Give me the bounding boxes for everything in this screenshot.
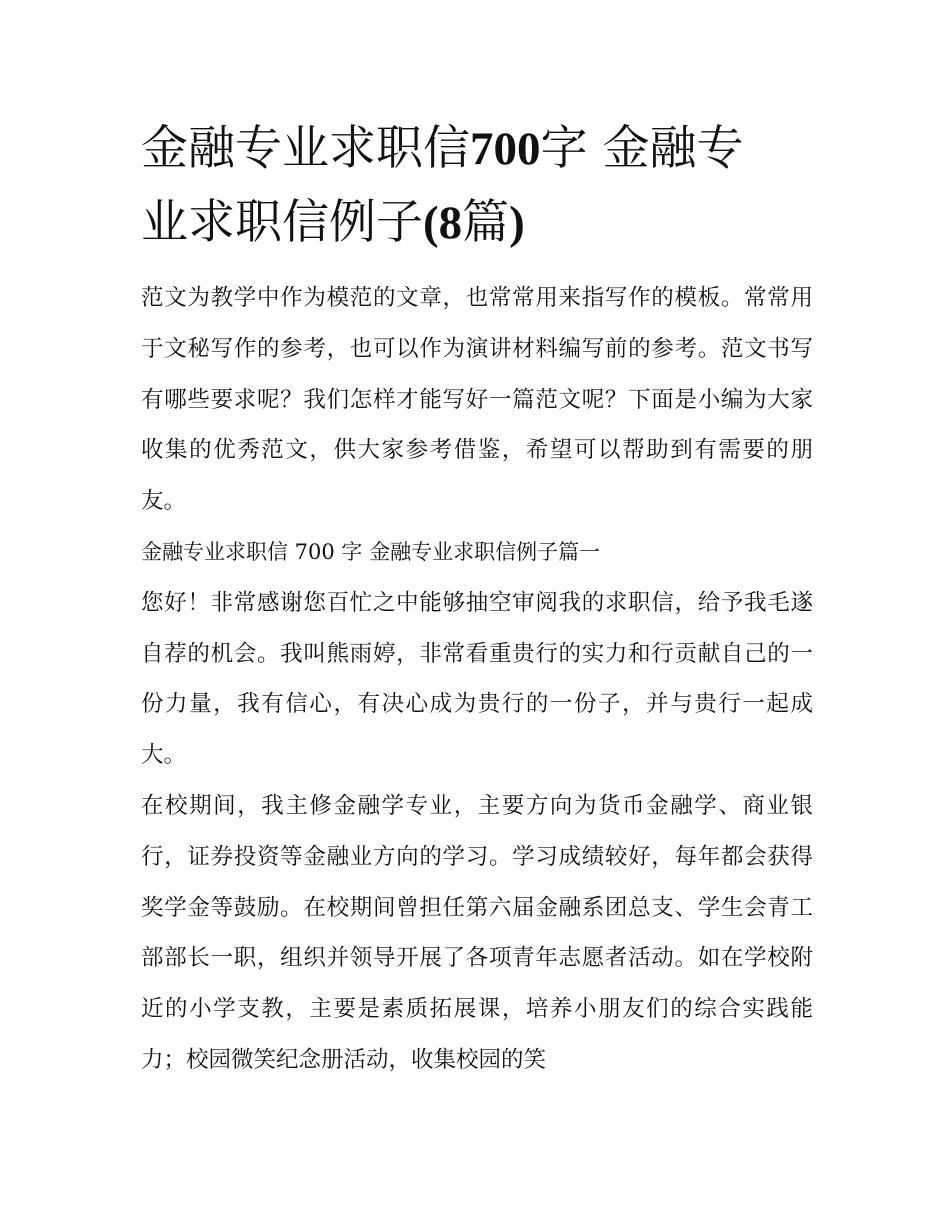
title-number: (8 — [423, 197, 463, 249]
document-content — [141, 112, 813, 1086]
intro-paragraph: 范文为教学中作为模范的文章，也常常用来指写作的模板。常常用于文秘写作的参考，也可以作为演讲材料编写前的参考。范文书写有哪些要求呢？我们怎样才能写好一篇范文呢？下面是小编为大家收集的优秀范文，供大家参考借鉴，希望可以帮助到有需要的朋友。 — [141, 285, 813, 515]
body-paragraph: 在校期间，我主修金融学专业，主要方向为货币金融学、商业银行，证券投资等金融业方向的学习。学习成绩较好，每年都会获得奖学金等鼓励。在校期间曾担任第六届金融系团总支、学生会青工部部长一职，组织并领导开展了各项青年志愿者活动。如在学校附近的小学支教，主要是素质拓展课，培养小朋友们的综合实践能力；校园微笑纪念册活动，收集校园的笑 — [141, 792, 813, 1073]
title-number: 700 — [470, 123, 541, 175]
document-title — [141, 112, 813, 260]
title-text: 篇 — [462, 195, 510, 250]
title-paren: ) — [509, 197, 525, 249]
title-text: 字 金融专 — [540, 121, 744, 176]
title-text: 金融专业求职信 — [141, 121, 470, 176]
section-heading: 金融专业求职信 700 字 金融专业求职信例子篇一 — [141, 539, 601, 564]
body-paragraph: 您好！非常感谢您百忙之中能够抽空审阅我的求职信，给予我毛遂自荐的机会。我叫熊雨婷，非常看重贵行的实力和行贡献自己的一份力量，我有信心，有决心成为贵行的一份子，并与贵行一起成大。 — [141, 589, 813, 769]
title-text: 业求职信例子 — [141, 195, 423, 250]
